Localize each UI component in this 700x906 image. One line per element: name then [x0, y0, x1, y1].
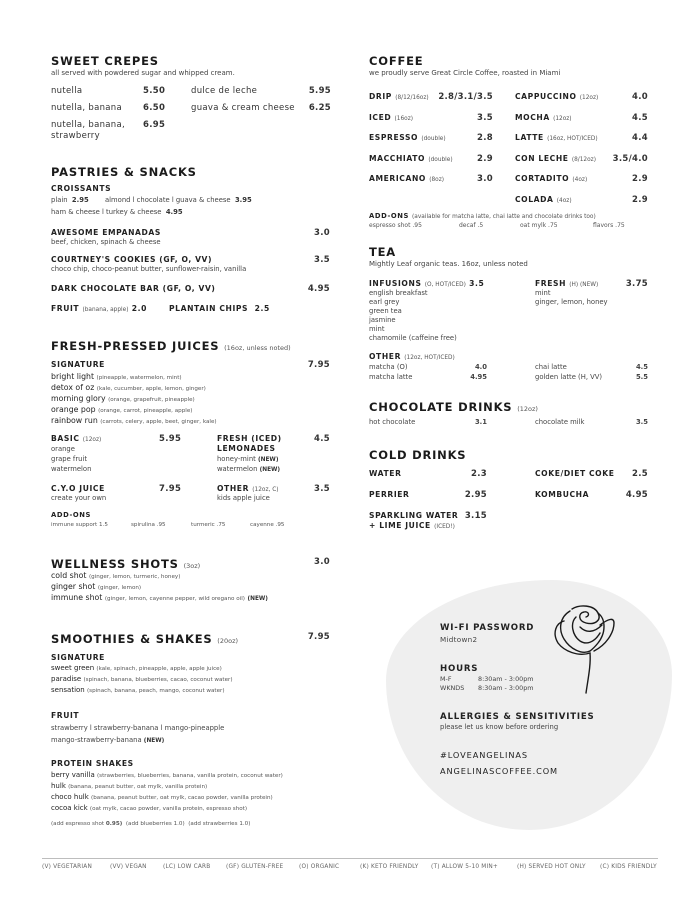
cookies-price: 3.5	[314, 255, 330, 265]
smoothie-fruit-label: FRUIT	[51, 711, 80, 720]
signature-label: SIGNATURE	[51, 360, 105, 369]
coffee-price: 4.0	[632, 92, 648, 102]
empanadas-label: AWESOME EMPANADAS	[51, 228, 161, 237]
croissants-label: CROISSANTS	[51, 184, 112, 193]
section-title: PASTRIES & SNACKS	[51, 165, 197, 179]
hours-days: WKNDS	[440, 684, 465, 692]
cookies-label: COURTNEY'S COOKIES (GF, O, VV)	[51, 255, 213, 264]
fresh-tea-item: ginger, lemon, honey	[535, 298, 608, 306]
coffee-item	[515, 154, 596, 163]
title-text: SMOOTHIES & SHAKES	[51, 632, 213, 646]
item-name: rainbow run	[51, 416, 98, 425]
coffee-addons-label	[369, 212, 596, 220]
empanadas-desc: beef, chicken, spinach & cheese	[51, 238, 161, 246]
coffee-price: 3.5	[477, 113, 493, 123]
shot-item	[51, 571, 180, 580]
wifi-password: Midtown2	[440, 635, 478, 644]
legend-item: (V) VEGETARIAN	[42, 864, 93, 870]
item-price: 3.95	[234, 196, 252, 204]
section-title	[51, 339, 291, 353]
lemonades-label-2: LEMONADES	[217, 444, 276, 453]
item-name: sensation	[51, 686, 85, 694]
title-note: (20oz)	[217, 637, 239, 645]
lemonade-item	[217, 455, 278, 463]
item-note: (8/12/16oz)	[395, 95, 429, 101]
item-name: AMERICANO	[369, 174, 426, 183]
extra-espresso-price: 0.95)	[105, 821, 123, 827]
croissants-line-1b	[105, 196, 252, 204]
coffee-item	[515, 92, 598, 101]
cold-item-cont	[369, 521, 455, 530]
addon-item: immune support 1.5	[51, 522, 108, 528]
item-desc: (ginger, lemon, cayenne pepper, wild oregano oil)	[104, 596, 245, 602]
legend-item: (C) KIDS FRIENDLY	[600, 864, 657, 870]
info-blob-background	[386, 580, 672, 830]
item-price: 2.5	[254, 304, 270, 313]
coffee-item	[515, 195, 572, 204]
item-note: (12oz)	[553, 116, 572, 122]
cold-item: COKE/DIET COKE	[535, 469, 615, 478]
item-name: paradise	[51, 675, 82, 683]
item-name: ham & cheese l turkey & cheese	[51, 208, 162, 216]
chocolate-bar-label: DARK CHOCOLATE BAR (GF, O, VV)	[51, 284, 216, 293]
item-name: bright light	[51, 372, 95, 381]
protein-item	[51, 782, 207, 790]
item-name: DRIP	[369, 92, 392, 101]
section-subtitle: we proudly serve Great Circle Coffee, roasted in Miami	[369, 69, 561, 77]
menu-item-name: nutella, banana	[51, 103, 122, 113]
new-badge: (NEW)	[143, 738, 165, 744]
smoothies-price: 7.95	[307, 632, 330, 642]
other-desc: kids apple juice	[217, 494, 270, 502]
item-name: honey-mint	[217, 455, 256, 463]
item-name: ICED	[369, 113, 392, 122]
item-name: berry vanilla	[51, 771, 95, 779]
coffee-price: 2.8/3.1/3.5	[438, 92, 493, 102]
item-desc: (strawberries, blueberries, banana, vanilla protein, coconut water)	[96, 773, 283, 779]
other-tea-price: 4.5	[635, 363, 648, 371]
fresh-tea-label	[535, 279, 598, 288]
cold-price: 2.3	[471, 469, 487, 479]
lemonades-price: 4.5	[314, 434, 330, 444]
item-name: sweet green	[51, 664, 95, 672]
other-tea-item: chai latte	[535, 363, 567, 371]
legend-item: (K) KETO FRIENDLY	[360, 864, 419, 870]
protein-extras	[51, 821, 250, 827]
item-note: (banana, apple)	[82, 307, 129, 313]
section-title: TEA	[369, 245, 397, 259]
infusion-item: green tea	[369, 307, 402, 315]
coffee-price: 2.8	[477, 133, 493, 143]
addon-item: turmeric .75	[191, 522, 226, 528]
other-tea-price: 4.95	[470, 373, 487, 381]
item-desc: (orange, carrot, pineapple, apple)	[98, 408, 193, 414]
croissants-line-1	[51, 196, 89, 204]
item-desc: (kale, spinach, pineapple, apple, apple juice)	[96, 666, 222, 672]
item-price: 4.95	[165, 208, 183, 216]
website-link[interactable]: ANGELINASCOFFEE.COM	[440, 766, 558, 776]
basic-item: watermelon	[51, 465, 92, 473]
item-desc: (oat mylk, cacao powder, vanilla protein, espresso shot)	[89, 806, 248, 812]
item-name: detox of oz	[51, 383, 95, 392]
coffee-item	[369, 113, 413, 122]
item-name: CORTADITO	[515, 174, 570, 183]
infusion-item: earl grey	[369, 298, 400, 306]
juice-item	[51, 416, 217, 425]
section-subtitle: Mightly Leaf organic teas. 16oz, unless noted	[369, 260, 528, 268]
title-text: FRESH-PRESSED JUICES	[51, 339, 220, 353]
item-name: PLANTAIN CHIPS	[169, 304, 249, 313]
smoothie-item	[51, 675, 233, 683]
menu-item-price: 5.95	[308, 86, 331, 96]
protein-item	[51, 804, 247, 812]
item-desc: (spinach, banana, blueberries, cacao, coconut water)	[83, 677, 233, 683]
cold-price: 2.95	[464, 490, 487, 500]
label-text: OTHER	[369, 352, 402, 361]
item-name: orange pop	[51, 405, 96, 414]
item-price: 2.95	[71, 196, 89, 204]
coffee-price: 3.5/4.0	[612, 154, 648, 164]
menu-item-name: dulce de leche	[191, 86, 258, 96]
legend-item: (VV) VEGAN	[110, 864, 147, 870]
item-name: almond l chocolate l guava & cheese	[105, 196, 231, 204]
infusion-item: english breakfast	[369, 289, 428, 297]
menu-item-name: guava & cream cheese	[191, 103, 295, 113]
lemonade-item	[217, 465, 280, 473]
label-note: (H) (NEW)	[569, 282, 599, 288]
basic-label	[51, 434, 101, 443]
item-name: MACCHIATO	[369, 154, 426, 163]
section-title: COFFEE	[369, 54, 424, 68]
chocolate-bar-price: 4.95	[307, 284, 330, 294]
item-name: immune shot	[51, 593, 103, 602]
item-name: ginger shot	[51, 582, 96, 591]
cold-item: WATER	[369, 469, 402, 478]
footer-divider	[42, 858, 658, 859]
juice-item	[51, 383, 206, 392]
menu-item-price: 6.95	[143, 120, 166, 130]
label-text: FRESH	[535, 279, 567, 288]
item-note: (4oz)	[572, 177, 588, 183]
protein-shakes-label: PROTEIN SHAKES	[51, 759, 134, 768]
menu-item-price: 6.50	[143, 103, 166, 113]
item-name: MOCHA	[515, 113, 550, 122]
addon-item: spirulina .95	[131, 522, 166, 528]
allergies-label: ALLERGIES & SENSITIVITIES	[440, 712, 595, 722]
basic-price: 5.95	[159, 434, 182, 444]
section-title: COLD DRINKS	[369, 448, 467, 462]
chocolate-price: 3.1	[474, 418, 487, 426]
hours-days: M-F	[440, 675, 452, 683]
addon-item: oat mylk .75	[520, 222, 558, 229]
cyo-label: C.Y.O JUICE	[51, 484, 105, 493]
menu-item-name: nutella	[51, 86, 83, 96]
new-badge: (NEW)	[257, 457, 279, 463]
item-note: (double)	[421, 136, 446, 142]
shot-item	[51, 582, 141, 591]
title-note: (16oz, unless noted)	[224, 344, 291, 352]
infusion-item: mint	[369, 325, 385, 333]
smoothie-fruit-line-2	[51, 736, 164, 744]
coffee-price: 4.5	[632, 113, 648, 123]
hours-label: HOURS	[440, 664, 479, 674]
empanadas-price: 3.0	[314, 228, 330, 238]
menu-item-name-cont: strawberry	[51, 131, 100, 141]
allergies-text: please let us know before ordering	[440, 723, 559, 731]
menu-item-price: 5.50	[143, 86, 166, 96]
wifi-label: WI-FI PASSWORD	[440, 623, 535, 633]
item-note: (16oz)	[394, 116, 414, 122]
hours-time: 8:30am - 3:00pm	[478, 675, 534, 683]
item-name: watermelon	[217, 465, 258, 473]
item-name: COLADA	[515, 195, 554, 204]
smoothie-item	[51, 664, 222, 672]
section-title	[51, 632, 238, 646]
other-label	[217, 484, 279, 493]
item-name: FRUIT	[51, 304, 80, 313]
section-title	[369, 400, 538, 414]
coffee-item	[515, 174, 587, 183]
item-name: ESPRESSO	[369, 133, 419, 142]
item-note: (12oz)	[579, 95, 599, 101]
item-desc: (kale, cucumber, apple, lemon, ginger)	[96, 386, 206, 392]
item-note: (4oz)	[556, 198, 572, 204]
smoothie-item	[51, 686, 225, 694]
item-name: LATTE	[515, 133, 544, 142]
title-note: (12oz)	[517, 405, 538, 413]
coffee-price: 2.9	[477, 154, 493, 164]
smoothie-fruit-line-1: strawberry l strawberry-banana l mango-pineapple	[51, 724, 225, 732]
label-text: BASIC	[51, 434, 80, 443]
item-note: (double)	[428, 157, 453, 163]
plantain-item	[169, 304, 270, 313]
item-name: choco hulk	[51, 793, 89, 801]
cyo-desc: create your own	[51, 494, 107, 502]
item-desc: (orange, grapefruit, pineapple)	[108, 397, 195, 403]
addon-item: cayenne .95	[250, 522, 285, 528]
addon-item: decaf .5	[459, 222, 484, 229]
item-desc: (ginger, lemon)	[97, 585, 142, 591]
item-note: (16oz, HOT/ICED)	[547, 136, 598, 142]
wellness-price: 3.0	[314, 557, 330, 567]
item-price: 2.0	[131, 304, 147, 313]
other-tea-item: matcha (O)	[369, 363, 408, 371]
infusions-label	[369, 279, 484, 288]
cold-price: 2.5	[632, 469, 648, 479]
fresh-tea-price: 3.75	[625, 279, 648, 289]
cold-price: 3.15	[464, 511, 487, 521]
chocolate-item: hot chocolate	[369, 418, 416, 426]
other-tea-item: golden latte (H, VV)	[535, 373, 603, 381]
item-desc: (spinach, banana, peach, mango, coconut water)	[86, 688, 225, 694]
item-name: hulk	[51, 782, 66, 790]
other-price: 3.5	[314, 484, 330, 494]
cookies-desc: choco chip, choco-peanut butter, sunflower-raisin, vanilla	[51, 265, 247, 273]
section-subtitle: all served with powdered sugar and whipped cream.	[51, 69, 235, 77]
coffee-price: 3.0	[477, 174, 493, 184]
cold-price: 4.95	[625, 490, 648, 500]
cold-item: KOMBUCHA	[535, 490, 590, 499]
label-note: (available for matcha latte, chai latte and chocolate drinks too)	[412, 214, 596, 220]
legend-item: (O) ORGANIC	[299, 864, 340, 870]
item-name: + LIME JUICE	[369, 521, 431, 530]
extra-espresso: (add espresso shot	[51, 821, 105, 827]
title-text: WELLNESS SHOTS	[51, 557, 179, 571]
item-name: morning glory	[51, 394, 106, 403]
item-desc: (ginger, lemon, turmeric, honey)	[88, 574, 181, 580]
cold-item: SPARKLING WATER	[369, 511, 459, 520]
label-text: OTHER	[217, 484, 250, 493]
item-desc: (banana, peanut butter, oat mylk, vanilla protein)	[68, 784, 208, 790]
label-note: (12oz, HOT/ICED)	[404, 355, 455, 361]
item-name: mango-strawberry-banana	[51, 736, 142, 744]
hashtag: #LOVEANGELINAS	[440, 750, 528, 760]
label-text: INFUSIONS	[369, 279, 422, 288]
item-name: cocoa kick	[51, 804, 88, 812]
item-note: (ICED!)	[434, 524, 455, 530]
hours-time: 8:30am - 3:00pm	[478, 684, 534, 692]
coffee-item	[515, 113, 572, 122]
other-tea-label	[369, 352, 455, 361]
coffee-price: 2.9	[632, 174, 648, 184]
cold-item: PERRIER	[369, 490, 410, 499]
coffee-price: 4.4	[632, 133, 648, 143]
croissants-line-2	[51, 208, 183, 216]
smoothie-signature-label: SIGNATURE	[51, 653, 105, 662]
title-text: CHOCOLATE DRINKS	[369, 400, 513, 414]
cyo-price: 7.95	[159, 484, 182, 494]
label-text: ADD-ONS	[369, 212, 410, 220]
title-note: (3oz)	[183, 562, 201, 570]
legend-item: (GF) GLUTEN-FREE	[226, 864, 284, 870]
label-note: (12oz, C)	[252, 487, 279, 493]
section-title: SWEET CREPES	[51, 54, 159, 68]
legend-item: (H) SERVED HOT ONLY	[517, 864, 586, 870]
item-desc: (carrots, celery, apple, beet, ginger, kale)	[100, 419, 217, 425]
item-desc: (banana, peanut butter, oat mylk, cacao powder, vanilla protein)	[91, 795, 273, 801]
lemonades-label-1: FRESH (ICED)	[217, 434, 282, 443]
other-tea-price: 4.0	[474, 363, 487, 371]
juice-addons-label: ADD-ONS	[51, 511, 92, 519]
protein-item	[51, 793, 273, 801]
fresh-tea-item: mint	[535, 289, 551, 297]
label-note: (O, HOT/ICED)	[424, 282, 466, 288]
infusion-item: jasmine	[369, 316, 396, 324]
basic-item: orange	[51, 445, 75, 453]
other-tea-item: matcha latte	[369, 373, 413, 381]
other-tea-price: 5.5	[635, 373, 648, 381]
juice-item	[51, 394, 195, 403]
rose-icon	[550, 603, 618, 695]
menu-item-name: nutella, banana,	[51, 120, 125, 130]
fruit-item	[51, 304, 147, 313]
addon-item: espresso shot .95	[369, 222, 422, 229]
juice-item	[51, 372, 182, 381]
item-desc: (pineapple, watermelon, mint)	[96, 375, 182, 381]
label-note: (12oz)	[82, 437, 102, 443]
section-title	[51, 557, 200, 571]
juice-item	[51, 405, 192, 414]
legend-item: (T) ALLOW 5-10 MIN+	[431, 864, 498, 870]
chocolate-item: chocolate milk	[535, 418, 585, 426]
basic-item: grape fruit	[51, 455, 87, 463]
protein-item	[51, 771, 283, 779]
new-badge: (NEW)	[247, 596, 268, 602]
extra-blueberries: (add blueberries 1.0)	[125, 821, 185, 827]
new-badge: (NEW)	[259, 467, 281, 473]
item-name: plain	[51, 196, 68, 204]
infusions-price: 3.5	[469, 279, 485, 288]
signature-price: 7.95	[307, 360, 330, 370]
item-name: cold shot	[51, 571, 87, 580]
chocolate-price: 3.5	[635, 418, 648, 426]
menu-item-price: 6.25	[308, 103, 331, 113]
infusion-item: chamomile (caffeine free)	[369, 334, 457, 342]
addon-item: flavors .75	[593, 222, 625, 229]
legend-item: (LC) LOW CARB	[163, 864, 211, 870]
coffee-item	[515, 133, 598, 142]
item-note: (8/12oz)	[571, 157, 596, 163]
coffee-price: 2.9	[632, 195, 648, 205]
extra-strawberries: (add strawberries 1.0)	[188, 821, 251, 827]
item-name: CON LECHE	[515, 154, 569, 163]
item-name: CAPPUCCINO	[515, 92, 577, 101]
shot-item	[51, 593, 268, 602]
item-note: (8oz)	[429, 177, 445, 183]
